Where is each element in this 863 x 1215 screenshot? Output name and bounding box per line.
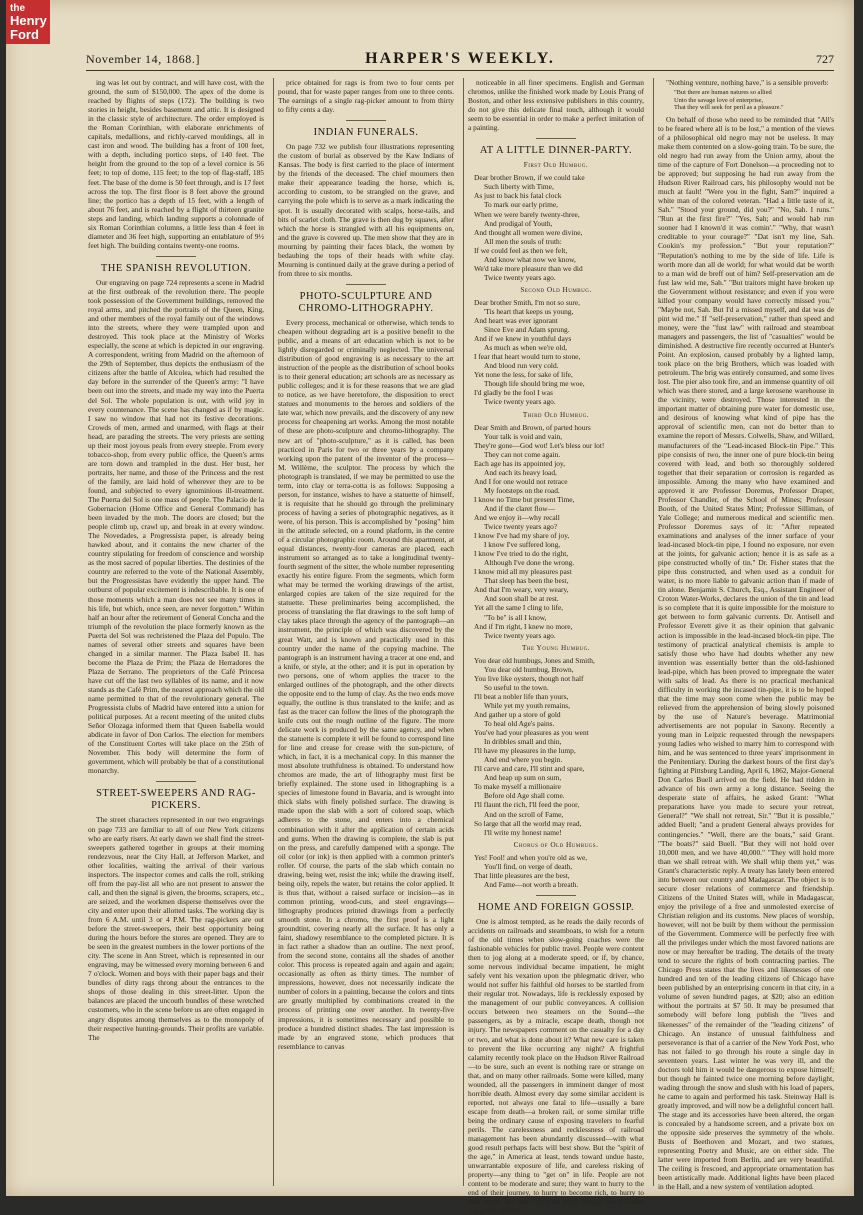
- logo-line-2: Henry: [10, 13, 47, 28]
- verse-line: To mark our early prime,: [484, 200, 558, 210]
- verse-line: Yet all the same I cling to life,: [474, 603, 564, 613]
- verse-line: I'll have my pleasures in the lump,: [474, 746, 576, 756]
- photo-sculpture-text: Every process, mechanical or otherwise, which tends to cheapen without degrading art is a positive benefit to the public, and a means of art education which is not to be lightly disregarded or criminally neglected. The universal distribution of good engraving is as necessary to the art instruction of the people as the distribution of school books is to their general education; art schools are as necessary as public colleges; and it is for these reasons that we are glad to notice, as we have heretofore, the disposition to erect statues and monuments to the heroes and soldiers of the late war, which now prevails, and the discovery of any new process for cheapening art works. Among the most notable of these are photo-sculpture and chromo-lithography. The new art of "photo-sculpture," as it is called, has been practiced in Paris for two or three years by a company working upon the patent of the inventor of the process—M. Willème, the sculptor. The process by which the photograph is translated, if we may be permitted to use the term, into clay or terra-cotta is as follows: Supposing a person, for instance, wishes to have a statuette of himself, it is requisite that he should go through the preliminary process of having a series of photographic negatives, as it were, of his person. This is accomplished by "posing" him in the attitude selected, on a round platform, in the centre of a circular photographic room. Around this apartment, at equal distances, twenty-four cameras are placed, each instrument so arranged as to take a longitudinal twenty-fourth segment of the sitter, the whole number representing exactly his entire figure. From the segments, which form what may be termed the working drawings of the artist, enlarged copies are taken of the size required for the statuette. These preliminaries being accomplished, the process of translating the flat drawings to the soft lump of clay takes place through the agency of the pantograph—an instrument, the principle of which was discovered by the great Watt, and is known and practically used in this country under the name of the copying machine. The pantograph is an instrument having a tracer at one end, and a knife, or style, at the other; and it is put in operation by two persons, one of whom applies the tracer to the enlarged outlines of the photograph, and the other directs the opposite end to the lump of clay. As the two ends move equally, the outline is thus translated to the knife; and as fast as the tracer can follow the lines of the photograph the knife cuts out the rough outline of the figure. The more delicate work is produced by the same agency, and when the statuette is complete it will be found to correspond line for line and crease for crease with the sun-picture, of which, in fact, it is a mechanical copy. In this manner the most absolute truthfulness is obtained. To understand how chromos are made, the art of lithography must first be briefly explained. The stone used in lithographing is a species of limestone found in Bavaria, and is wrought into thick slabs with finely polished surface. The drawing is made upon the slab with a sort of colored soap, which adheres to the stone, and enters into a chemical combination with it after the application of certain acids and gums. When the drawing is complete, the slab is put on the press, and carefully dampened with a sponge. The oil color (or ink) is then applied with a common printer's roller. Of course, the parts of the slab which contain no drawing, being wet, resist the ink; while the drawing itself, being oily, repels the water, but retains the color applied. It is thus that, without a raised surface or incision—as in common printing, wood-cuts, and steel engravings—lithography produces printed drawings from a perfectly smooth stone. In a chromo, the first proof is a light groundtint, covering nearly all the surface. It has only a faint, shadowy resemblance to the completed picture. It is in fact rather a shadow than an outline. The next proof, from the second stone, contains all the shades of another color. This process is repeated again and again and again; occasionally as often as thirty times. The number of impressions, however, does not necessarily indicate the number of colors in a painting, because the colors and tints are greatly multiplied by combinations created in the process of printing one over another. In twenty-five impressions, it is sometimes necessary and possible to produce a hundred distinct shades. The last impression is made by an engraved stone, which produces that resemblance to canvas: [278, 317, 454, 1051]
- column-divider: [463, 78, 464, 1186]
- gossip-text: One is almost tempted, as he reads the daily records of accidents on railroads and steamboats, to wish for a return of the old times when slow-going coaches were the fashionable vehicles for public travel. People were content then to jog along at a moderate speed, or if, by chance, some nervous individual became impatient, he might safely vent his vexation upon the phlegmatic driver, who would not suffer his faithful old horses to be startled from their regular trot. Nowadays, life is recklessly exposed by the management of our public conveyances. A collision occurs between two steamers on the Sound—the passengers, as by a miracle, escape death, though not injury. The newspapers comment on the casualty for a day or two, and what is done about it? What new care is taken to prevent the like occurring any night? A frightful calamity recently took place on the Hudson River Railroad—to be sure, such an event is nothing rare or strange on that, and on many other railroads. Some were killed, many wounded, all the passengers in imminent danger of most horrible death. Almost every day some similar accident is reported, not always one fatal to life—usually a bare escape from death—a broken rail, or some similar trifle being the ordinary cause of exposing travelers to fearful perils. The carelessness and recklessness of railroad management has been abundantly discussed—with what good result perhaps facts will best show. But the "spirit of the age," in America at least, tends toward undue haste, unwarrantable exposure of life, and careless risking of property—any thing to "get on" in life. People are not content to be moderate and sure; they want to hurry to the end of their journey, to hurry to become rich, to hurry to gain repute, and thus they soon hurry through life. Courage is a grand quality;: [468, 916, 644, 1215]
- poem-stanza-2: [468, 298, 644, 407]
- verse-line: That sleep has been the best,: [484, 576, 569, 586]
- indian-funerals-text: On page 732 we publish four illustrations representing the custom of burial as observed by the Kaw Indians of Kansas. The body is first carried to the place of interment by the friends of the deceased. The chief mourners then make their appearance leading the horse, which is, according to custom, to be strangled on the grave, and carrying the pole which is to serve as a mark indicating the spot. It is usually decorated with scalps, horse-tails, and bits of scarlet cloth. The grave is then dug by squaws, after which the horse is strangled with all his equipments on, and the grave is covered up. The men show that they are in mourning by painting their faces black, the women by bedaubing the tops of their heads with white clay. Mourning is continued daily at the grave during a period of from three to six months.: [278, 142, 454, 278]
- verse-line: Since Eve and Adam sprung.: [484, 325, 570, 335]
- verse-line: As much as when we're old,: [484, 343, 568, 353]
- verse-line: Unto the savage love of enterprise,: [674, 96, 764, 104]
- verse-line: And each its heavy load,: [484, 467, 557, 477]
- column-divider: [273, 78, 274, 1186]
- verse-line: And on the scroll of Fame,: [484, 809, 564, 819]
- verse-line: Dear brother Smith, I'm not so sure,: [474, 297, 581, 307]
- verse-line: And if we knew in youthful days: [474, 334, 572, 344]
- verse-line: And know what now we know,: [484, 254, 576, 264]
- verse-line: And Fame—not worth a breath.: [484, 879, 579, 889]
- logo-line-3: Ford: [10, 27, 39, 42]
- verse-line: And if the claret flow—: [484, 503, 556, 513]
- verse-line: Such liberty with Time,: [484, 182, 554, 192]
- section-divider: [346, 120, 386, 121]
- masthead-title: HARPER'S WEEKLY.: [365, 50, 555, 67]
- verse-line: So large that all the world may read,: [474, 818, 582, 828]
- verse-line: I know I've had my share of joy,: [474, 531, 570, 541]
- verse-line: And gather up a store of gold: [474, 710, 561, 719]
- poem-stanza-3: [468, 423, 644, 640]
- verse-line: Dear Smith and Brown, of parted hours: [474, 422, 591, 432]
- poem-speaker: First Old Humbug.: [523, 161, 589, 170]
- verse-line: To make myself a millionaire: [474, 782, 561, 792]
- verse-line: Though life should bring me woe,: [484, 379, 585, 389]
- verse-line: You've had your pleasures as you went: [474, 728, 589, 738]
- verse-line: And soon shall be at rest.: [484, 594, 559, 604]
- verse-line: I'll carve and care, I'll stint and spare,: [474, 764, 585, 774]
- verse-line: They're gone—God wot! Let's bless our lot!: [474, 440, 605, 450]
- verse-line: Dear brother Brown, if we could take: [474, 173, 585, 183]
- verse-line: We'd take more pleasure than we did: [474, 263, 583, 273]
- verse-line: In dribbles small and thin,: [484, 737, 562, 747]
- verse-line: And heap up sum on sum,: [484, 773, 562, 783]
- spanish-revolution-text: Our engraving on page 724 represents a scene in Madrid at the first outbreak of the revolution there. The people took possession of the Government buildings, removed the royal arms, and pitched the portraits of the Queen, King, and other members of the royal family out of the windows into the streets, where they were trampled upon and destroyed. This took place at the Ministry of Works especially, the scene at which is depicted in our engraving. A correspondent, writing from Madrid on the afternoon of the 29th of September, thus depicts the enthusiasm of the citizens after the battle of Alcolea, which had resulted the day before in the surrender of the Queen's army: "I have been out into the streets, and made my way into the Puerta del Sol. The whole population is out, with wild joy in every countenance. The scene has changed as if by magic. I saw no window that had not its festive decorations. Crowds of men, armed and unarmed, with flags at their head, are parading the streets. The very priests are setting up their most joyous peals from every steeple. From every tobacco-shop, from every public office, the Queen's arms are torn down and trampled in the dust. Her bust, her portraits, her name, and those of the Princess and the rest of the family, are laid hold of wherever they are to be found, and subjected to every ignominious ill-treatment. The Puerta del Sol is one mass of people. The Palacio de la Gobernacion (Home Office and General Command) has been invaded by the mob. The doors are closed; but the people climb up, crawl up, and break in at every window. The Novedades, a Progressista paper, is already being hawked about, and it contains the new charter of the country stipulating for freedom of conscience and worship as the most sacred of popular liberties. The destinies of the country are referred to the vote of the National Assembly, but the Progressistas have evidently the upper hand. The outburst of popular excitement is indescribable. It is one of those moments which a man does not see many times in his life, but which, once seen, are never forgotten." Within half an hour after the retirement of General Concha and the triumph of the revolution the place formerly known as the Puerta del Sol was rechristened the Plaza del Populo. The names of several other streets and squares have been changed in a similar manner. The Plaza Isabel II. has become the Plaza de Prim; the Plaza de Herradores the Plaza de Serrano. The proprietors of the Café Princesa have cut off the last two syllables of its name, and it now stands as the Café Prim, the nearest approach which the old name permitted to that of the revolutionary general. The Progressista clubs of Madrid have entered into a union for political purposes. At a recent meeting of the united clubs Señor Olozaga informed them that Queen Isabella would abdicate in favor of Don Carlos. The election for members of the Constituent Cortes will take place on the 25th of November. This body will determine the form of government, which will probably be that of a constitutional monarchy.: [88, 277, 264, 776]
- capitol-paragraph: ing was let out by contract, and will have cost, with the ground, the sum of $150,000. The apex of the dome is reached by flights of steps (172). The building is two stories in height, besides basement and attic. It is designed in the classic style of architecture. The order employed is the Roman Corinthian, with elaborate enrichments of capitals, medallions, and richly-carved mouldings, all in cast iron and wood. The building has a front of 100 feet, with a depth, including portico steps, of 140 feet. The height from the ground to the top of a level cornice is 56 feet; to top of dome, 115 feet; to the top of flag-staff, 185 feet. The base of the dome is 50 feet through, and is 17 feet across the top. The first floor is 8 feet above the ground line; the portico has a depth of 15 feet, with a length of about 76 feet, and is reached by a flight of thirteen granite steps and landing, which landing supports a colonnade of six Roman Corinthian columns, a little less than 4 feet in diameter and 36 feet high, supporting an entablature of 9½ feet high. The building contains twenty-one rooms.: [88, 78, 264, 250]
- column-4: [658, 78, 835, 1192]
- verse-line: Twice twenty years ago.: [484, 630, 556, 640]
- verse-line: I know no Time but present Time,: [474, 494, 575, 504]
- verse-line: All men the souls of truth:: [484, 236, 562, 246]
- verse-line: "To be" is all I know,: [484, 612, 547, 622]
- verse-line: You live like oysters, though not half: [474, 673, 584, 683]
- verse-line: And prodigal of Youth,: [484, 218, 553, 228]
- verse-line: That they will seek for peril as a pleasure.": [674, 104, 784, 112]
- verse-line: Twice twenty years ago?: [484, 522, 558, 532]
- heading-spanish-revolution: THE SPANISH REVOLUTION.: [100, 262, 252, 274]
- heading-home-foreign-gossip: HOME AND FOREIGN GOSSIP.: [477, 901, 635, 913]
- heading-street-sweepers: STREET-SWEEPERS AND RAG-PICKERS.: [96, 788, 256, 812]
- verse-line: 'Tis heart that keeps us young,: [484, 306, 574, 316]
- verse-line: If we could feel as then we felt,: [474, 245, 568, 255]
- poem-speaker: Chorus of Old Humbugs.: [513, 840, 599, 849]
- column-2: [278, 78, 454, 1186]
- verse-line: Yes! Fool! and when you're old as we,: [474, 852, 588, 862]
- verse-line: I'll flaunt the rich, I'll feed the poor,: [474, 800, 580, 810]
- section-divider: [536, 138, 576, 139]
- verse-line: As just to back his fatal clock: [474, 191, 562, 201]
- poem-speaker: Second Old Humbug.: [520, 285, 592, 294]
- heading-photo-sculpture: PHOTO-SCULPTURE AND CHROMO-LITHOGRAPHY.: [298, 290, 434, 314]
- gossip-items-text: On behalf of those who need to be reminded that "All's to be feared where all is to be lost," a mention of the views of a philosophical old negro may not be useless. It may make them contented on a slow-going train. To be sure, the old negro had run away from the Union army, about the time of the capture of Fort Donelson—a proceeding not to be approved; but supposing he had run away from the Hudson River Railroad cars, his philosophy would not be much at fault! "Were you in the fight, Sam?" inquired a white man of the colored veteran. "Had a little taste of it, Sah." "Stood your ground, did you?" "No, Sah. I runs." "Run at the first fire?" "Yes, Sah; and would hab run sooner had I known'd it was comin'." "Why, that wasn't creditable to your courage?" "Dat isn't my line, Sah. Cookin's my profession." "But your reputation?" "Reputation's nothing to me by the side of life. Life is worth more dan all de world; for what would dat be worth to a man wid de breff out of him? Self-preservation am de fust law wid me, Sah." "But traitors might have broken up the Government without resistance; and even if you were killed your company would have correctly missed you." "Maybe not, Sah. But I'd a missed myself, and dat was de pint wid me." If "self-preservation," rather than speed and money, were the "fust law" with railroad and steamboat managers and passengers, the list of "casualties" would be diminished. A destructive fire recently occurred at Hunter's Point. An explosion, caused probably by a lighted lamp, took place on the brig Brothers, which was loaded with petroleum. The brig was entirely consumed, and some lives lost. The pier also took fire, and an immense quantity of oil which was there stored, and a large kerosene warehouse in the vicinity, were destroyed. Those interested in the important matter of obtaining pure water for domestic use, and desirous of knowing what kind of pipe has the approval of scientific men, can not do better than to examine the report of Messrs. Colwells, Shaw, and Willard, manufacturers of the "Lead-incased Block-tin Pipe." This pipe consists of two, the inner one of pure block-tin being covered with lead, and both so thoroughly soldered together that their separation or corrosion is regarded as impossible. Among the many who have examined and approved it are Professor Doremus, Professor Draper, Professor Chandler, of the School of Mines; Professor Booth, of the United States Mint; Professor Silliman, of Yale College; and numerous medical and scientific men. Professor Doremus says of it: "After repeated examinations and analyses of the inner surface of your lead-incased block-tin pipe, I found no exposure, nor even at the joints, for galvanic action; hence it is as safe as a pipe constructed wholly of tin." Dr. Fisher states that the pipe thus constructed, and when used as a conduit for water, is no more liable to galvanic action than if made of tin alone. Benjamin S. Church, Esq., Assistant Engineer of Croton Water-Works, declares the union of the tin and lead is so complete that it is quite impossible for the moisture to get between to form galvanic currents. Dr. Antisell and Professor Everett give it as their opinion that galvanic action is impossible in the lead-incased block-tin pipe. The testimony of practical analytical chemists is ample to satisfy those who have had doubts whether any new invention was essentially better than the old-fashioned lead-pipe, which has been proved to impregnate the water with salts of lead. As there is no practical mechanical difficulty in working the incased tin-pipe, it is to be hoped that the time may soon come when the public may be relieved from the apprehension of being slowly poisoned by the use of Nature's beverage. Matrimonial advertisements are not popular in Saxony. Recently a young man in Leipzic requested through the newspapers young ladies who wished to marry him to correspond with him, and he was sentenced to three years' imprisonment in the Penitentiary. During the darkest hours of the first day's fighting at Pittsburg Landing, April 6, 1862, Major-General Don Carlos Buell arrived on the field. He had ridden in advance of his own army a long distance. Seeing the desperate state of affairs, he asked Grant: "What preparations have you made to secure your retreat, General?" "We shall not retreat, Sir." "But it is possible," added Buell; "and a prudent General always provides for contingencies." "Well, there are the boats," said Grant. "The boats?" said Buell. "But they will not hold over 10,000 men, and we have 40,000." "They will hold more than we shall retreat with. We shall whip them yet," was Grant's characteristic reply. A treaty has lately been entered into between our country and Madagascar. The object is to secure closer relations of commerce and friendship. Citizens of the United States will, while in Madagascar, enjoy the privilege of a free and unmolested exercise of Christian religion and its customs. New places of worship, however, will not be built by them without the permission of the Government. Commerce will be perfectly free with all the privileges under which the most favored nations are now or may hereafter be trading. The details of the treaty tend to secure the rights of both contracting parties. The Chicago Press states that the lives and likenesses of one hundred and ten of the leading citizens of Chicago have been published by an enterprising concern in that city, in a volume of seven hundred pages, at $20; also an edition without the portraits at $7 50. It may be presumed that somebody will before long publish the "lives and likenesses" of the remainder of the "leading citizens" of Chicago. An instance of unusual faithfulness and perseverance is that of a carrier of the New York Post, who has not failed to go through his route a single day in seventeen years. Last winter he was very ill, and the doctors told him it would be dangerous to expose himself; but though he fainted twice one morning before daylight, wading through the snow and slush with his load of papers, he came to again and performed his task. Steinway Hall is greatly improved, and will now be a delightful concert hall. The stage and its accessories have been altered, the organ is concealed by a handsome screen, and a private box on the opposite side preserves the symmetry of the whole. Busts of Beethoven and Mozart, and two statues, representing Poetry and Music, are on either side. The latter were imported from Berlin, and are very beautiful. The ceiling is frescoed, and appropriate ornamentation has been artistically made. Additional lights have been placed in the Hall, and a new system of ventilation adopted.: [658, 114, 835, 1192]
- section-divider: [346, 284, 386, 285]
- verse-line: I'll write my honest name!: [484, 827, 562, 837]
- verse-line: You'll find, on verge of death,: [484, 861, 573, 871]
- poem-stanza-5: [468, 853, 644, 889]
- section-divider: [536, 895, 576, 896]
- verse-line: And I for one would not retrace: [474, 476, 568, 486]
- verse-line: And end where you begin.: [484, 755, 563, 765]
- verse-line: When we were barely twenty-three,: [474, 209, 580, 219]
- verse-line: And blood run very cold.: [484, 361, 559, 371]
- verse-line: Your talk is void and vain,: [484, 431, 563, 441]
- street-sweepers-text: The street characters represented in our two engravings on page 733 are familiar to all of our New York citizens who are early risers. At early dawn we shall find the street-sweepers gathered together in groups at their morning rendezvous, near the City Hall, at Jefferson Market, and other localities, waiting the arrival of their various inspectors. The inspector comes and calls the roll, striking off from the pay-list all who are not present to answer the call, and then the signal is given, the brooms, scrapers, etc., are seized, and the workmen disperse themselves over the city and enter upon their allotted tasks. The working day is from 6 A.M. until 3 or 4 P.M. The rag-pickers are out before the street-sweepers, their best opportunity being during the hours before the stores are opened. They are to be seen in the greatest numbers in the lower portions of the city. The scene in Ann Street, which is represented in our engraving, may be witnessed every morning between 6 and 7 o'clock. Women and boys with their paper bags and their bundles of dirty rags throng about the entrances to the shops of those dealing in this street-litter. Upon the balances are placed the uncouth bundles of these wretched customers, who in the scene before us are often engaged in angry disputes among themselves as to the monopoly of their respective hunting-grounds. Their profits are variable. The: [88, 815, 264, 1042]
- verse-line: My footsteps on the road.: [484, 485, 560, 495]
- verse-line: And that I'm weary, very weary,: [474, 585, 569, 595]
- section-divider: [156, 256, 196, 257]
- page-header: [86, 50, 834, 71]
- henry-ford-logo: [6, 0, 50, 44]
- column-1: [88, 78, 264, 1186]
- verse-line: That little pleasures are the best,: [474, 870, 570, 880]
- verse-line: I fear that heart would turn to stone,: [474, 352, 581, 362]
- verse-line: And thought all women were divine,: [474, 227, 583, 237]
- verse-line: So useful to the town.: [484, 682, 549, 692]
- verse-line: I know I've tried to do the right,: [474, 549, 569, 559]
- verse-line: I'd gladly be the fool I was: [474, 388, 553, 398]
- heading-indian-funerals: INDIAN FUNERALS.: [313, 127, 419, 139]
- verse-line: Although I've done the wrong.: [484, 558, 575, 568]
- chromo-continued: noticeable in all finer specimens. English and German chromos, unlike the finished work made by Louis Prang of Boston, and other less extensive publishers in this country, do not give this delicate final touch, although it would seem to be essential in order to make a perfect imitation of a painting.: [468, 78, 644, 133]
- verse-line: And heart was ever ignorant: [474, 316, 558, 326]
- poem-stanza-4: [468, 656, 644, 837]
- column-3: [468, 78, 644, 1215]
- issue-date: November 14, 1868.]: [86, 52, 201, 66]
- verse-line: You dear old humbugs, Jones and Smith,: [474, 655, 595, 665]
- verse-line: To heal old Age's pains.: [484, 719, 555, 729]
- verse-line: "But there are human natures so allied: [674, 89, 772, 97]
- quoted-verse: [658, 89, 834, 112]
- verse-line: They can not come again.: [484, 449, 561, 459]
- verse-line: And if I'm right, I knew no more,: [474, 621, 573, 631]
- verse-line: And we enjoy it—why recall: [474, 513, 560, 523]
- verse-line: While yet my youth remains,: [484, 700, 570, 710]
- verse-line: Each age has its appointed joy,: [474, 458, 566, 468]
- verse-line: I'll beat a nobler life than yours,: [474, 691, 569, 701]
- gossip-continued: "Nothing venture, nothing have," is a sensible proverb:: [666, 78, 829, 87]
- column-divider: [653, 78, 654, 1186]
- verse-line: Yet none the less, for sake of life,: [474, 370, 573, 380]
- newspaper-page: [6, 0, 854, 1215]
- article-columns: [88, 78, 840, 1215]
- logo-line-1: the: [10, 3, 25, 14]
- verse-line: I know I've suffered long,: [484, 540, 561, 550]
- verse-line: Twice twenty years ago.: [484, 272, 556, 282]
- poem-speaker: The Young Humbug.: [521, 643, 591, 652]
- verse-line: Twice twenty years ago.: [484, 397, 556, 407]
- rag-pickers-continued: price obtained for rags is from two to four cents per pound, that for waste paper ranges from one to three cents. The earnings of a single rag-picker amount to from thirty to fifty cents a day.: [278, 78, 454, 115]
- heading-dinner-party: AT A LITTLE DINNER-PARTY.: [479, 145, 633, 157]
- verse-line: I know mid all my pleasures past: [474, 567, 572, 577]
- page-number: 727: [816, 52, 834, 66]
- verse-line: Before old Age shall come.: [484, 791, 565, 801]
- poem-speaker: Third Old Humbug.: [522, 410, 590, 419]
- section-divider: [156, 781, 196, 782]
- verse-line: You dear old humbug, Brown,: [484, 664, 574, 674]
- poem-stanza-1: [468, 173, 644, 282]
